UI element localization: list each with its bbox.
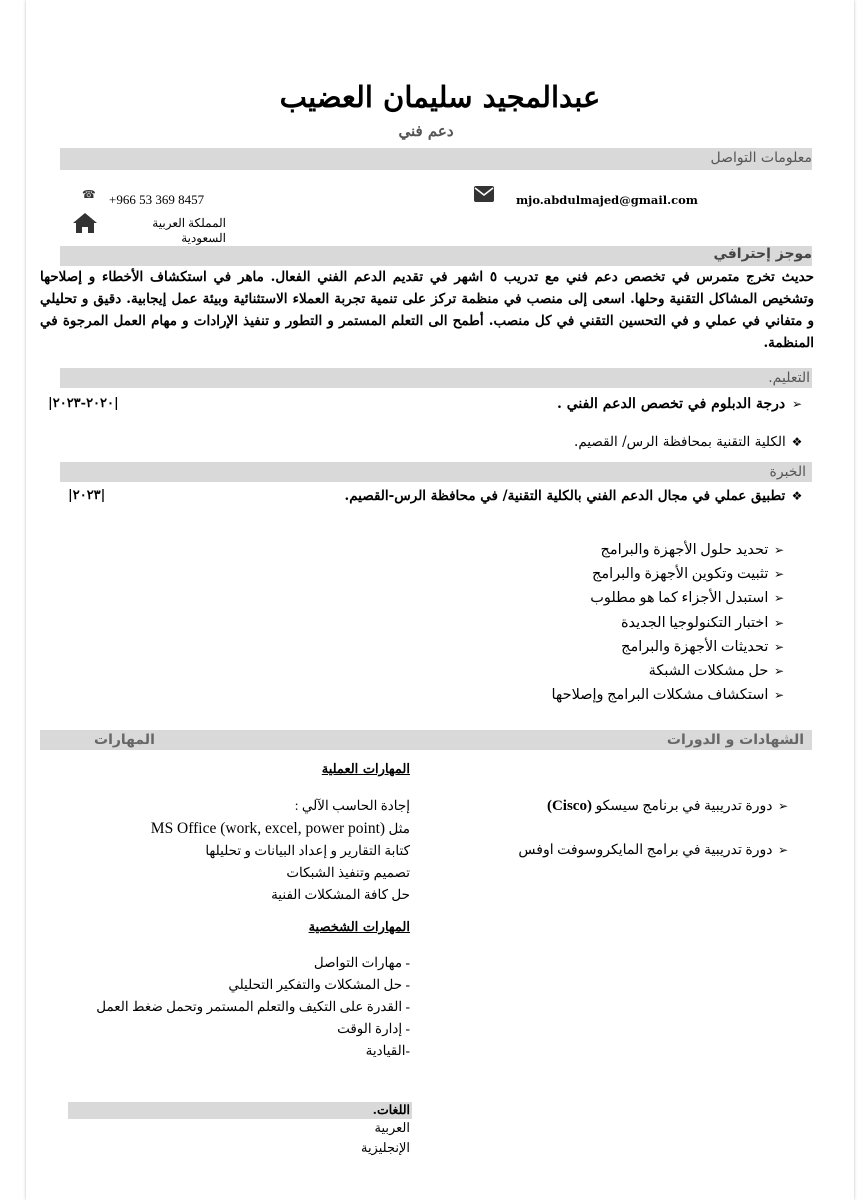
list-item: ➢ تثبيت وتكوين الأجهزة والبرامج (552, 562, 787, 586)
arrow-bullet-icon: ➢ (773, 591, 785, 606)
education-degree (557, 396, 804, 412)
home-icon (72, 212, 98, 234)
phone-number: +966 53 369 8457 (109, 192, 205, 207)
personal-skill: - القدرة على التكيف والتعلم المستمر وتحمل ضغط العمل (96, 999, 410, 1014)
list-item: ➢ استكشاف مشكلات البرامج وإصلاحها (552, 683, 787, 707)
experience-task-list (552, 538, 787, 707)
arrow-bullet-icon: ➢ (791, 397, 803, 411)
list-item: ➢ تحديثات الأجهزة والبرامج (552, 635, 787, 659)
diamond-bullet-icon: ❖ (791, 489, 803, 503)
languages-section-title: اللغات. (372, 1102, 410, 1117)
diamond-bullet-icon: ❖ (791, 435, 803, 449)
arrow-bullet-icon: ➢ (773, 615, 785, 630)
institution-text: الكلية التقنية بمحافظة الرس/ القصيم. (574, 434, 786, 450)
summary-section-title: موجز إحترافي (713, 246, 812, 262)
list-item: ➢ استبدل الأجزاء كما هو مطلوب (552, 586, 787, 610)
experience-year: |٢٠٢٣| (68, 488, 106, 503)
personal-skill: - حل المشكلات والتفكير التحليلي (228, 977, 410, 992)
personal-skills-title: المهارات الشخصية (308, 920, 410, 935)
education-years: |٢٠٢٠-٢٠٢٣| (48, 396, 119, 411)
experience-headline-text: تطبيق عملي في مجال الدعم الفني بالكلية التقنية/ في محافظة الرس-القصيم. (344, 488, 786, 504)
location: المملكة العربية السعودية (152, 216, 226, 245)
email-icon (474, 186, 494, 202)
practical-skill: إجادة الحاسب الآلي : (294, 798, 410, 813)
person-name: عبدالمجيد سليمان العضيب (279, 80, 601, 114)
certificate-item: ➢ دورة تدريبية في برنامج سيسكو (Cisco) (546, 798, 789, 814)
practical-skill: حل كافة المشكلات الفنية (271, 887, 410, 902)
certificate-item: ➢ دورة تدريبية في برامج المايكروسوفت اوفس (518, 843, 789, 858)
list-item: ➢ تحديد حلول الأجهزة والبرامج (552, 538, 787, 562)
experience-section-bar (60, 462, 812, 482)
arrow-bullet-icon: ➢ (773, 639, 785, 654)
arrow-bullet-icon: ➢ (773, 567, 785, 582)
education-institution (574, 434, 804, 450)
certificates-section-title: الشهادات و الدورات (666, 732, 804, 748)
summary-text: حديث تخرج متمرس في تخصص دعم فني مع تدريب ٥ اشهر في تقديم الدعم الفني الفعال. ماهر في استكشاف الأخطاء و إصلاحها وتشخيص المشاكل التقنية وحلها. اسعى إلى منصب في منظمة تركز على تنمية تجربة العملاء الاستثنائية وبيئة عمل إيجابية. دقيق و تحليلي و متفاني في عملي و في التحسين التقني في كل منصب. أطمح الى التعلم المستمر و التطور و تنفيذ الإرادات و مهام العمل المرجوة في المنظمة. (40, 269, 815, 351)
arrow-bullet-icon: ➢ (777, 843, 789, 857)
job-title: دعم فني (398, 122, 454, 140)
personal-skill: - إدارة الوقت (337, 1021, 410, 1036)
resume-page (26, 0, 854, 1200)
list-item: ➢ حل مشكلات الشبكة (552, 659, 787, 683)
personal-skill: - مهارات التواصل (313, 955, 410, 970)
contact-section-title: معلومات التواصل (710, 150, 812, 166)
language-item: العربية (374, 1120, 410, 1135)
list-item: ➢ اختبار التكنولوجيا الجديدة (552, 611, 787, 635)
summary-section-bar (60, 246, 812, 266)
practical-skill: مثل MS Office (work, excel, power point) (150, 820, 410, 837)
experience-headline (345, 488, 805, 504)
arrow-bullet-icon: ➢ (777, 799, 789, 813)
skills-section-title: المهارات (94, 732, 155, 748)
practical-skills-title: المهارات العملية (321, 762, 410, 777)
email-address: mjo.abdulmajed@gmail.com (516, 193, 698, 207)
personal-skill: -القيادية (365, 1043, 410, 1058)
degree-text: درجة الدبلوم في تخصص الدعم الفني . (557, 396, 786, 412)
education-section-title: التعليم. (768, 370, 810, 386)
language-item: الإنجليزية (360, 1140, 410, 1155)
contact-section-bar (60, 148, 812, 170)
arrow-bullet-icon: ➢ (773, 688, 785, 703)
arrow-bullet-icon: ➢ (773, 543, 785, 557)
experience-section-title: الخبرة (769, 464, 806, 480)
arrow-bullet-icon: ➢ (773, 664, 785, 679)
education-section-bar (60, 368, 812, 388)
practical-skill: تصميم وتنفيذ الشبكات (286, 865, 410, 880)
phone-icon: ☎ (82, 188, 96, 201)
practical-skill: كتابة التقارير و إعداد البيانات و تحليلها (205, 843, 410, 858)
